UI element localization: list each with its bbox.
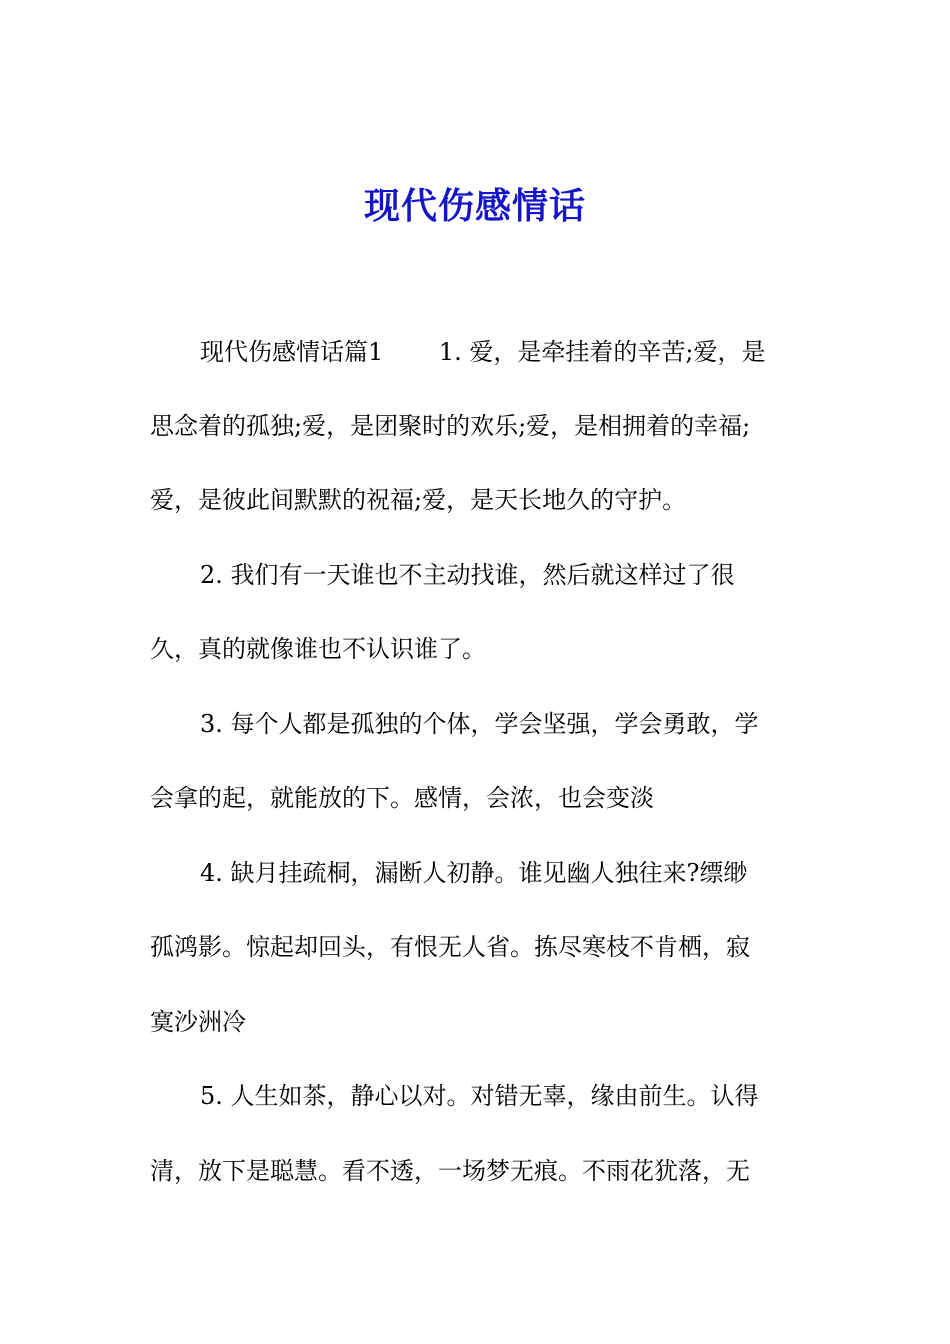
text-line-3: 爱，是彼此间默默的祝福;爱，是天长地久的守护。 (150, 486, 687, 514)
text-line-8: 4. 缺月挂疏桐，漏断人初静。谁见幽人独往来?缥缈 (200, 859, 748, 887)
text-line-10: 寞沙洲冷 (150, 1008, 246, 1036)
text-line-4: 2. 我们有一天谁也不主动找谁，然后就这样过了很 (200, 561, 735, 589)
text-line-11: 5. 人生如茶，静心以对。对错无辜，缘由前生。认得 (200, 1082, 759, 1110)
document-title: 现代伤感情话 (363, 185, 586, 227)
text-line-9: 孤鸿影。惊起却回头，有恨无人省。拣尽寒枝不肯栖，寂 (150, 933, 750, 961)
text-line-6: 3. 每个人都是孤独的个体，学会坚强，学会勇敢，学 (200, 710, 759, 738)
text-line-12: 清，放下是聪慧。看不透，一场梦无痕。不雨花犹落，无 (150, 1157, 750, 1185)
text-line-7: 会拿的起，就能放的下。感情，会浓，也会变淡 (150, 784, 654, 812)
text-line-2: 思念着的孤独;爱，是团聚时的欢乐;爱，是相拥着的幸福; (150, 412, 751, 440)
text-line-5: 久，真的就像谁也不认识谁了。 (150, 635, 486, 663)
text-line-1: 现代伤感情话篇1 1. 爱，是牵挂着的辛苦;爱，是 (200, 338, 766, 366)
